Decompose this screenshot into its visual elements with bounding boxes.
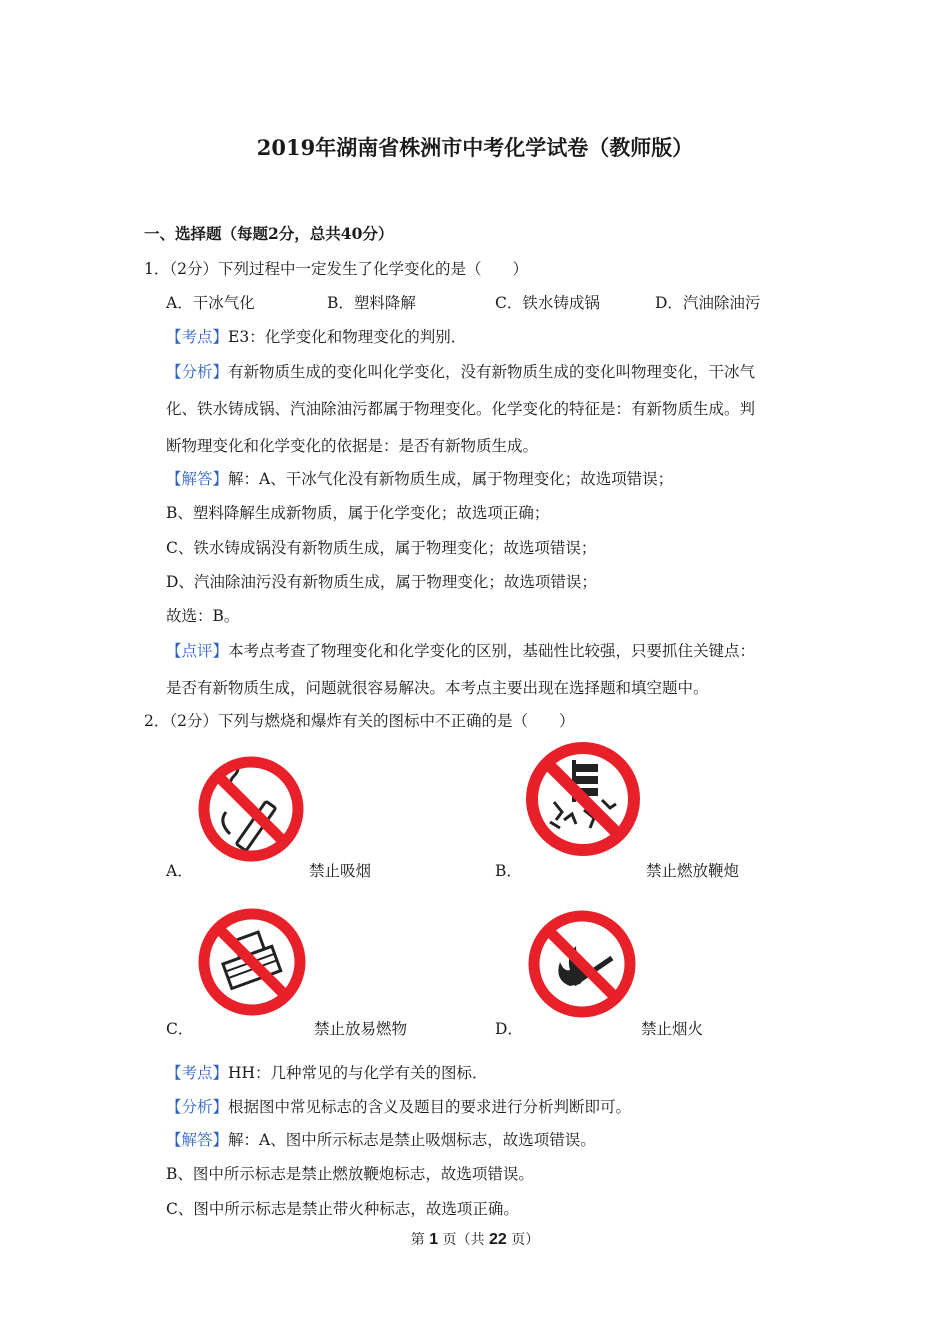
- no-open-flame-icon: [526, 908, 638, 1020]
- q2-jieda: [166, 1128, 596, 1150]
- jieda-tag: 【解答】: [166, 470, 229, 488]
- page-number: [0, 1229, 950, 1249]
- q2-option-c-caption: 禁止放易燃物: [314, 1020, 408, 1038]
- q2-kaodian: [166, 1061, 488, 1083]
- q2-jieda-line-2: B、图中所示标志是禁止燃放鞭炮标志，故选项错误。: [166, 1165, 534, 1183]
- no-matches-icon: [196, 906, 308, 1018]
- q2-fenxi: [166, 1095, 631, 1117]
- kaodian-tag: 【考点】: [166, 1064, 229, 1082]
- question-2-stem: 2．（2分）下列与燃烧和爆炸有关的图标中不正确的是（ ）: [144, 712, 575, 730]
- kaodian-text: E3：化学变化和物理变化的判别．: [228, 328, 467, 346]
- total-pages: 22: [489, 1231, 507, 1248]
- no-smoking-icon: [196, 754, 306, 864]
- page-title: 2019年湖南省株洲市中考化学试卷（教师版）: [256, 135, 694, 160]
- q2-option-a-letter: A．: [166, 862, 193, 880]
- q1-option-c: C．铁水铸成锅: [495, 294, 600, 312]
- jieda-tag: 【解答】: [166, 1131, 229, 1149]
- page-number-middle: 页（共: [438, 1232, 489, 1248]
- q1-jieda-line-4: D、汽油除油污没有新物质生成，属于物理变化；故选项错误；: [166, 573, 597, 591]
- dianping-tag: 【点评】: [166, 642, 229, 660]
- q2-option-a-caption: 禁止吸烟: [309, 862, 372, 880]
- page-number-prefix: 第: [410, 1232, 430, 1248]
- q1-jieda: [166, 467, 673, 489]
- q1-kaodian: [166, 325, 466, 347]
- fenxi-text: 根据图中常见标志的含义及题目的要求进行分析判断即可。: [228, 1098, 632, 1116]
- q2-option-c-letter: C．: [166, 1020, 194, 1038]
- kaodian-text: HH：几种常见的与化学有关的图标．: [228, 1064, 488, 1082]
- jieda-line: 解：A、干冰气化没有新物质生成，属于物理变化；故选项错误；: [228, 470, 674, 488]
- q1-dianping: [166, 639, 755, 661]
- no-firecrackers-icon: [524, 740, 642, 858]
- section-heading: 一、选择题（每题2分，总共40分）: [144, 224, 394, 243]
- q2-option-b-caption: 禁止燃放鞭炮: [646, 862, 740, 880]
- fenxi-tag: 【分析】: [166, 1098, 229, 1116]
- q1-jieda-line-5: 故选：B。: [166, 607, 240, 625]
- q1-dianping-line-2: 是否有新物质生成，问题就很容易解决。本考点主要出现在选择题和填空题中。: [166, 679, 709, 697]
- q1-fenxi: [166, 360, 755, 382]
- q1-option-d: D．汽油除油污: [655, 294, 761, 312]
- dianping-line: 本考点考查了物理变化和化学变化的区别，基础性比较强，只要抓住关键点：: [228, 642, 756, 660]
- q1-jieda-line-3: C、铁水铸成锅没有新物质生成，属于物理变化；故选项错误；: [166, 539, 597, 557]
- q1-fenxi-line-3: 断物理变化和化学变化的依据是：是否有新物质生成。: [166, 437, 539, 455]
- fenxi-tag: 【分析】: [166, 363, 229, 381]
- q1-fenxi-line-2: 化、铁水铸成锅、汽油除油污都属于物理变化。化学变化的特征是：有新物质生成。判: [166, 400, 756, 418]
- q2-option-d-letter: D．: [495, 1020, 523, 1038]
- q2-jieda-line-3: C、图中所示标志是禁止带火种标志，故选项正确。: [166, 1200, 519, 1218]
- kaodian-tag: 【考点】: [166, 328, 229, 346]
- current-page: 1: [429, 1231, 439, 1248]
- q1-jieda-line-2: B、塑料降解生成新物质，属于化学变化；故选项正确；: [166, 504, 550, 522]
- q1-option-b: B．塑料降解: [327, 294, 416, 312]
- q1-option-a: A．干冰气化: [166, 294, 255, 312]
- q2-option-d-caption: 禁止烟火: [641, 1020, 704, 1038]
- jieda-line: 解：A、图中所示标志是禁止吸烟标志，故选项错误。: [228, 1131, 596, 1149]
- question-1-stem: 1．（2分）下列过程中一定发生了化学变化的是（ ）: [144, 260, 528, 278]
- page-number-suffix: 页）: [506, 1232, 540, 1248]
- q2-option-b-letter: B．: [495, 862, 522, 880]
- fenxi-line: 有新物质生成的变化叫化学变化，没有新物质生成的变化叫物理变化，干冰气: [228, 363, 756, 381]
